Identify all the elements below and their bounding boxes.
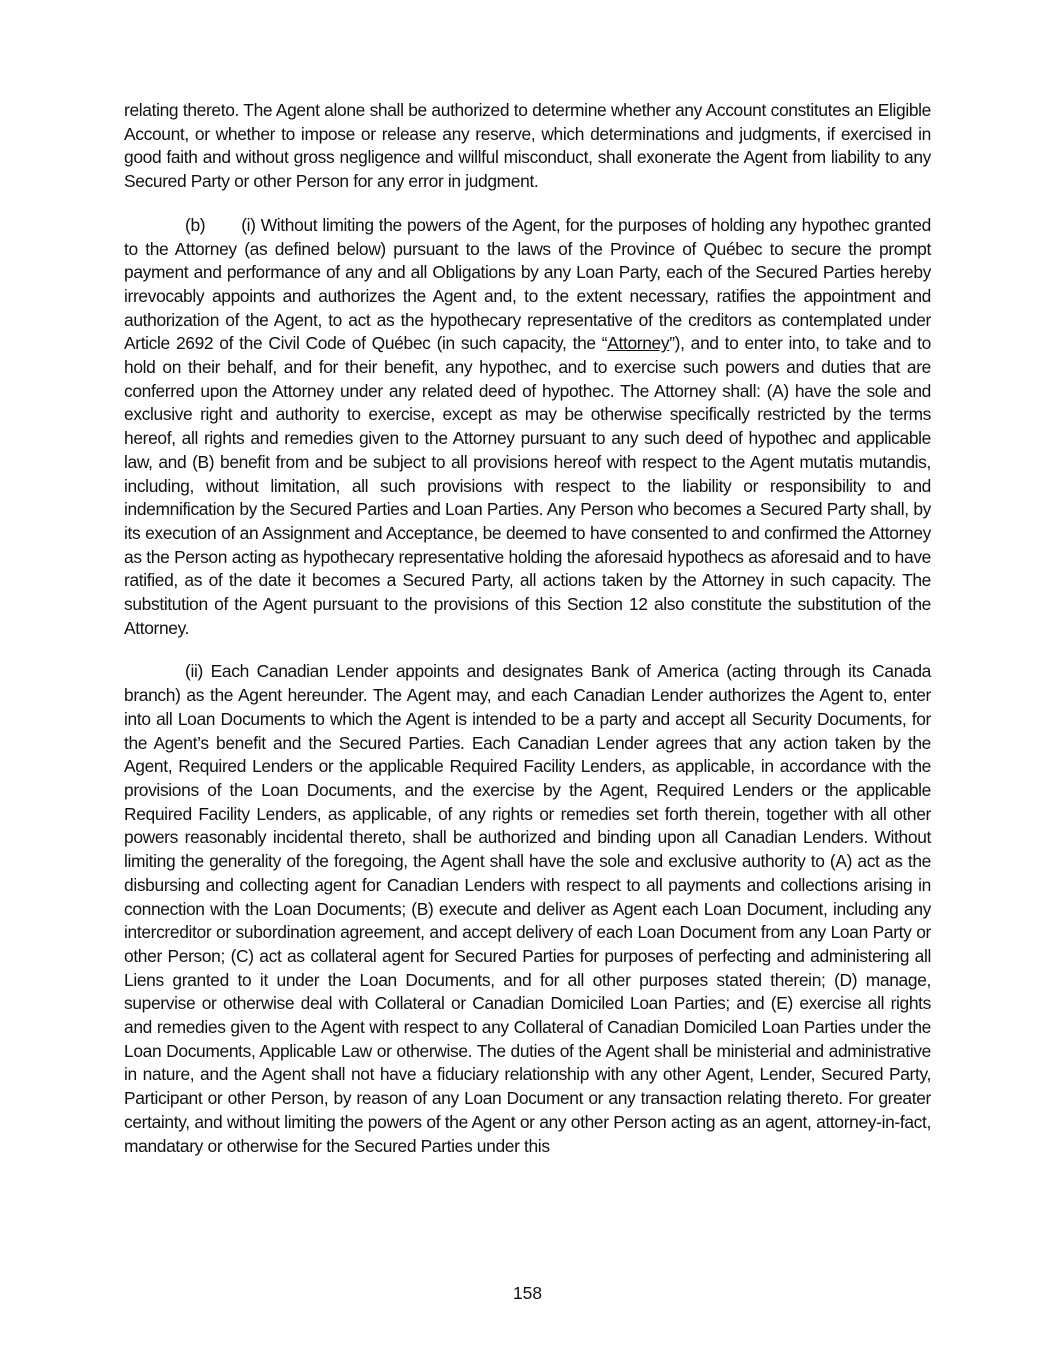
page-number: 158 [512, 1283, 542, 1303]
paragraph-sublabel-i: (i) [241, 214, 256, 235]
paragraph-label-ii: (ii) [185, 661, 203, 682]
document-page [124, 99, 931, 1178]
paragraph-ii [124, 660, 931, 1158]
paragraph-b-i [124, 214, 931, 641]
paragraph-ii-text: Each Canadian Lender appoints and designates Bank of America (acting through its Canada branch) as the Agent hereunder. The Agent may, and each Canadian Lender authorizes the Agent to, enter into all Loan Documents to which the Agent is intended to be a party and accept all Security Documents, for the Agent’s benefit and the Secured Parties. Each Canadian Lender agrees that any action taken by the Agent, Required Lenders or the applicable Required Facility Lenders, as applicable, in accordance with the provisions of the Loan Documents, and the exercise by the Agent, Required Lenders or the applicable Required Facility Lenders, as applicable, of any rights or remedies set forth therein, together with all other powers reasonably incidental thereto, shall be authorized and binding upon all Canadian Lenders. Without limiting the generality of the foregoing, the Agent shall have the sole and exclusive authority to (A) act as the disbursing and collecting agent for Canadian Lenders with respect to all payments and collections arising in connection with the Loan Documents; (B) execute and deliver as Agent each Loan Document, including any intercreditor or subordination agreement, and accept delivery of each Loan Document from any Loan Party or other Person; (C) act as collateral agent for Secured Parties for purposes of perfecting and administering all Liens granted to it under the Loan Documents, and for all other purposes stated therein; (D) manage, supervise or otherwise deal with Collateral or Canadian Domiciled Loan Parties; and (E) exercise all rights and remedies given to the Agent with respect to any Collateral of Canadian Domiciled Loan Parties under the Loan Documents, Applicable Law or otherwise. The duties of the Agent shall be ministerial and administrative in nature, and the Agent shall not have a fiduciary relationship with any other Agent, Lender, Secured Party, Participant or other Person, by reason of any Loan Document or any transaction relating thereto. For greater certainty, and without limiting the powers of the Agent or any other Person acting as an agent, attorney-in-fact, mandatary or otherwise for the Secured Parties under this [124, 661, 931, 1156]
paragraph-b-text-after: ”), and to enter into, to take and to hold on their behalf, and for their benefit, any hypothec, and to exercise such powers and duties that are conferred upon the Attorney under any related deed of hypothec. The Attorney shall: (A) have the sole and exclusive right and authority to exercise, except as may be otherwise specifically restricted by the terms hereof, all rights and remedies given to the Attorney pursuant to any such deed of hypothec and applicable law, and (B) benefit from and be subject to all provisions hereof with respect to the Agent mutatis mutandis, including, without limitation, all such provisions with respect to the liability or responsibility to and indemnification by the Secured Parties and Loan Parties. Any Person who becomes a Secured Party shall, by its execution of an Assignment and Acceptance, be deemed to have consented to and confirmed the Attorney as the Person acting as hypothecary representative holding the aforesaid hypothecs as aforesaid and to have ratified, as of the date it becomes a Secured Party, all actions taken by the Attorney in such capacity. The substitution of the Agent pursuant to the provisions of this Section 12 also constitute the substitution of the Attorney. [124, 333, 931, 638]
paragraph-continuation: relating thereto. The Agent alone shall be authorized to determine whether any Account constitutes an Eligible Account, or whether to impose or release any reserve, which determinations and judgments, if exercised in good faith and without gross negligence and willful misconduct, shall exonerate the Agent from liability to any Secured Party or other Person for any error in judgment. [124, 100, 931, 192]
defined-term-attorney: Attorney [607, 333, 670, 354]
paragraph-b-text-before: Without limiting the powers of the Agent, for the purposes of holding any hypothec granted to the Attorney (as defined below) pursuant to the laws of the Province of Québec to secure the prompt payment and performance of any and all Obligations by any Loan Party, each of the Secured Parties hereby irrevocably appoints and authorizes the Agent and, to the extent necessary, ratifies the appointment and authorization of the Agent, to act as the hypothecary representative of the creditors as contemplated under Article 2692 of the Civil Code of Québec (in such capacity, the “ [124, 214, 932, 354]
paragraph-label-b: (b) [185, 214, 206, 235]
